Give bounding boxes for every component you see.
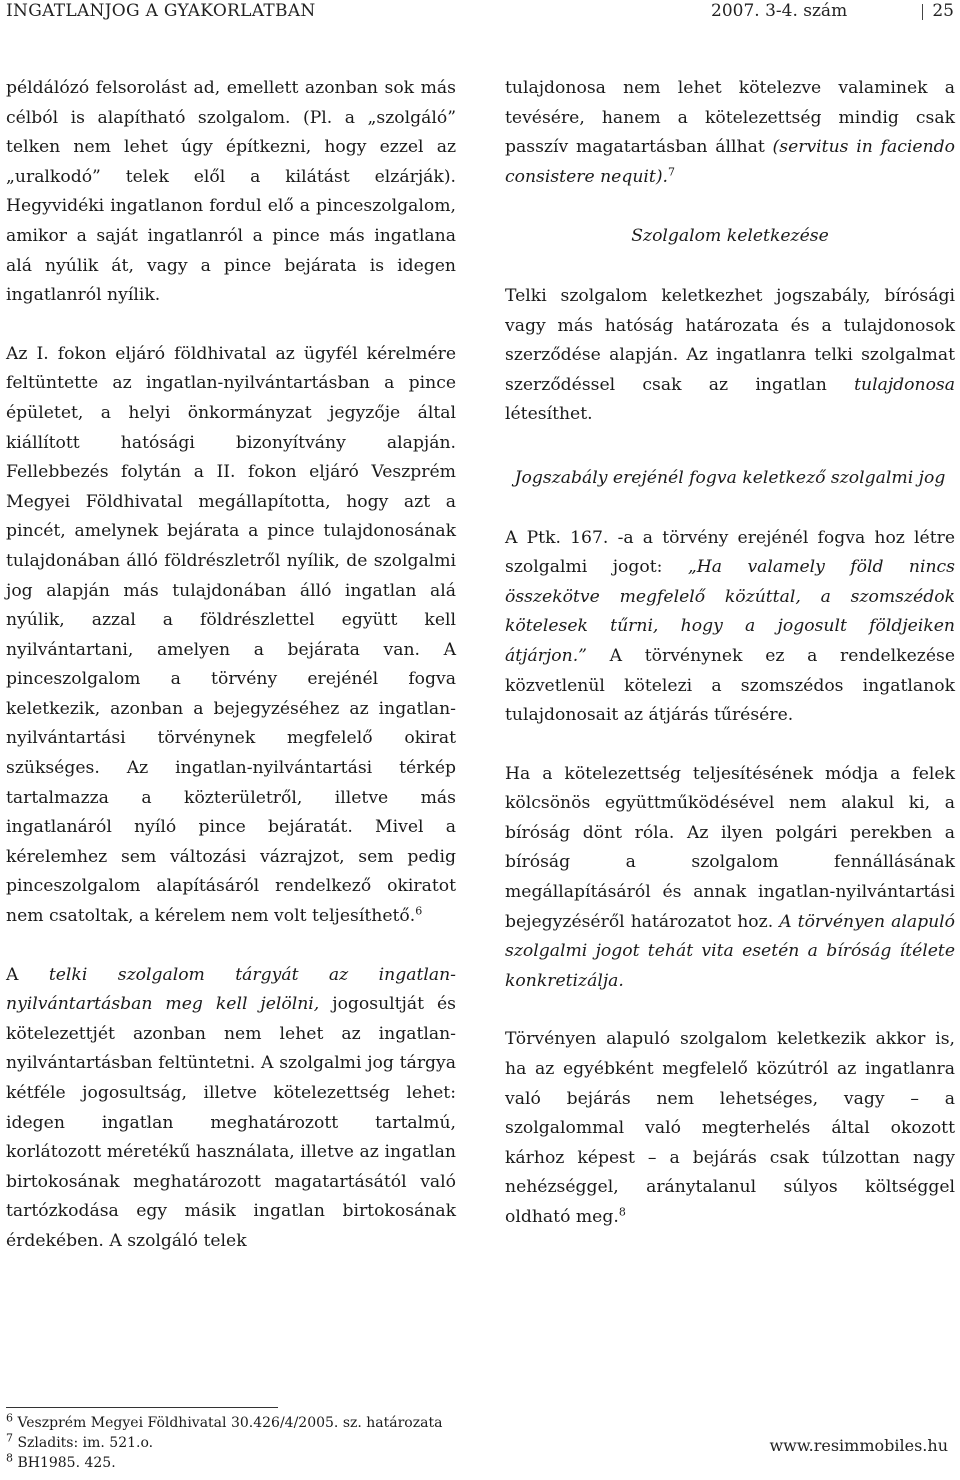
footnote-number: 7	[6, 1431, 13, 1445]
journal-title: INGATLANJOG A GYAKORLATBAN	[6, 1, 316, 21]
paragraph-land-office	[6, 340, 456, 932]
footnote-number: 6	[6, 1411, 13, 1425]
footnote-ref[interactable]: 6	[415, 904, 423, 918]
paragraph-court	[505, 760, 955, 997]
footnote-ref[interactable]: 7	[668, 165, 675, 179]
paragraph-text: Törvényen alapuló szolgalom keletkezik akkor is, ha az egyébként megfelelő közútról az ingatlanra való bejárás nem lehetséges, vagy – a szolgalommal való megterhelés által okozott kárhoz képest – a bejárás csak túlzottan nagy nehézséggel, aránytalanul súlyos költséggel oldható meg.	[505, 1029, 955, 1227]
footnote-text: Szladits: im. 521.o.	[13, 1435, 154, 1451]
header-separator	[922, 4, 923, 20]
paragraph-text: Az I. fokon eljáró földhivatal az ügyfél kérelmére feltüntette az ingatlan-nyilvántartásban a pince épületet, a helyi önkormányzat jegyzője által kiállított hatósági bizonyítvány alapján. Fellebbezés folytán a II. fokon eljáró Veszprém Megyei Földhivatal megállapította, hogy azt a pincét, amelynek bejárata a pince tulajdonosának tulajdonában álló földrészletről nyílik, de szolgalmi jog alapján más tulajdonában álló ingatlan alá nyúlik, azzal a földrészlettel együtt kell nyilvántartani, amelyen a bejárata van. A pinceszolgalom a törvény erejénél fogva keletkezik, azonban a bejegyzéséhez az ingatlan-nyilvántartási törvénynek megfelelő okirat szükséges. Az ingatlan-nyilvántartási térkép tartalmazza a közterületről, illetve más ingatlanáról nyíló pince bejáratát. Mivel a kérelemhez sem változási vázrajzot, sem pedig pinceszolgalom alapításáról rendelkező okiratot nem csatoltak, a kérelem nem volt teljesíthető.	[6, 343, 456, 927]
emphasis-text: A törvényen alapuló szolgalmi jogot tehát vita esetén a bíróság ítélete konkretizálja.	[505, 911, 955, 991]
footnote-text: BH1985. 425.	[13, 1455, 116, 1471]
section-heading: Jogszabály erejénél fogva keletkező szolgalmi jog	[514, 467, 946, 488]
footnote-text: Veszprém Megyei Földhivatal 30.426/4/2005. sz. határozata	[13, 1415, 443, 1431]
paragraph-text: Ha a kötelezettség teljesítésének módja a felek kölcsönös együttműködésével nem alakul ki, a bíróság dönt róla. Az ilyen polgári perekben a bíróság a szolgalom fennállásának megállapításáról és annak ingatlan-nyilvántartási bejegyzéséről határozatot hoz.	[505, 763, 955, 932]
paragraph-ptk	[505, 524, 955, 731]
paragraph-text: A törvénynek ez a rendelkezése közvetlenül kötelezi a szomszédos ingatlanok tulajdonosait az átjárás tűrésére.	[505, 645, 955, 726]
paragraph-text: Telki szolgalom keletkezhet jogszabály, bírósági vagy más hatóság határozata és a tulajdonosok szerződése alapján. Az ingatlanra telki szolgalmat szerződéssel csak az ingatlan	[505, 285, 955, 395]
website-link[interactable]: www.resimmobiles.hu	[769, 1436, 948, 1455]
paragraph-continuation	[505, 74, 955, 192]
paragraph-text: A	[6, 964, 49, 985]
footnotes	[6, 1413, 526, 1473]
paragraph-text: A Ptk. 167. -a a törvény erejénél fogva hoz létre szolgalmi jogot:	[505, 527, 955, 578]
left-column	[6, 74, 456, 1257]
paragraph-access	[505, 1025, 955, 1232]
section-heading: Szolgalom keletkezése	[631, 226, 829, 247]
footnote-number: 8	[6, 1451, 13, 1465]
issue-number: 2007. 3-4. szám	[711, 1, 848, 21]
paragraph-text: tulajdonosa nem lehet kötelezve valaminek a tevésére, hanem a kötelezettség mindig csak passzív magatartásban állhat	[505, 78, 955, 158]
page-number: 25	[932, 1, 954, 21]
quote-text: „Ha valamely föld nincs összekötve megfelelő közúttal, a szomszédok kötelesek tűrni, hogy a jogosult földjeiken átjárjon.”	[505, 557, 955, 666]
right-column	[505, 74, 955, 1233]
footnote-ref[interactable]: 8	[618, 1205, 626, 1219]
paragraph-creation	[505, 282, 955, 430]
footnote-item	[6, 1453, 526, 1473]
paragraph-text: jogosultját és kötelezettjét azonban nem lehet az ingatlan-nyilvántartásban feltüntetni. A szolgalmi jog tárgya kétféle jogosultság, illetve kötelezettség lehet: idegen ingatlan meghatározott tartalmú, korlátozott méretékű használata, illetve az ingatlan birtokosának meghatározott magatartásától való tartózkodása egy másik ingatlan birtokosának érdekében. A szolgáló telek	[6, 994, 456, 1251]
footnote-divider	[6, 1407, 278, 1408]
footnote-item	[6, 1413, 526, 1433]
emphasis-text: telki szolgalom tárgyát az ingatlan-nyilvántartásban meg kell jelölni,	[6, 964, 456, 1015]
paragraph-examples: példálózó felsorolást ad, emellett azonban sok más célból is alapítható szolgalom. (Pl. a „szolgáló” telken nem lehet úgy építkezni, hogy ezzel az „uralkodó” telek elől a kilátást elzárják). Hegyvidéki ingatlanon fordul elő a pinceszolgalom, amikor a saját ingatlanról a pince más ingatlana alá nyúlik át, vagy a pince bejárata is idegen ingatlanról nyílik.	[6, 78, 456, 306]
emphasis-text: tulajdonosa	[854, 374, 955, 395]
emphasis-text: (servitus in faciendo consistere nequit).	[505, 137, 955, 187]
paragraph-text: létesíthet.	[505, 404, 593, 425]
running-header	[6, 0, 954, 26]
paragraph-servitude-object	[6, 961, 456, 1257]
footnote-item	[6, 1433, 526, 1453]
